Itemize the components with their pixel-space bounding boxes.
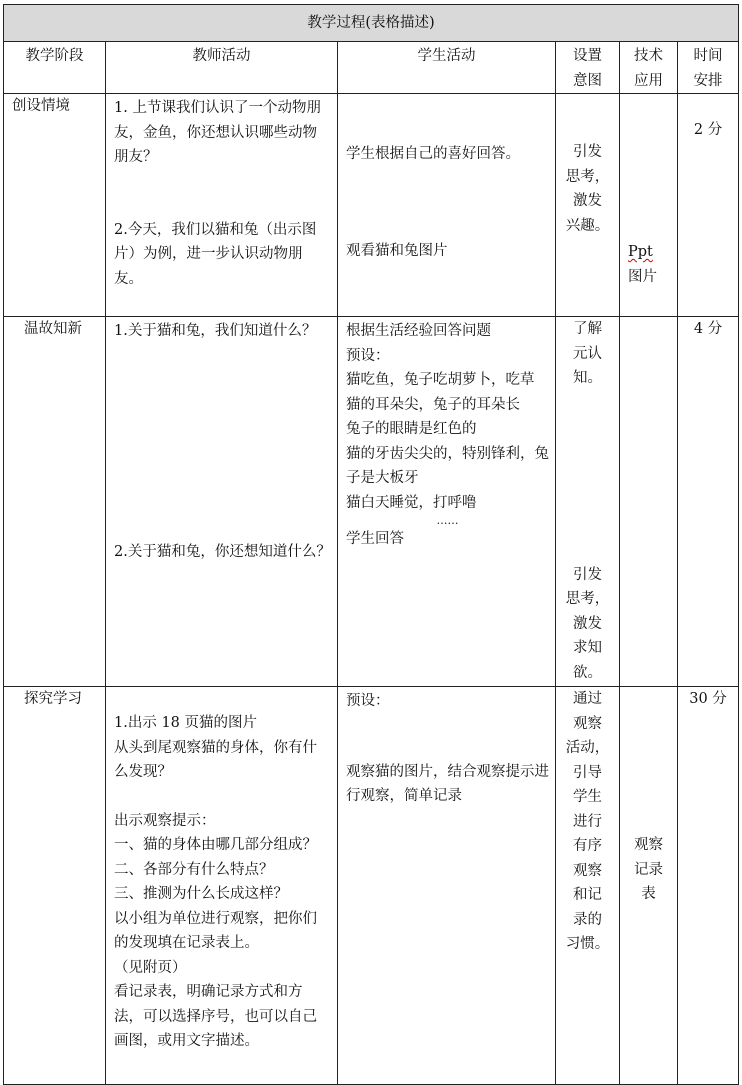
- student-text: 猫的耳朵尖，兔子的耳朵长: [346, 396, 520, 413]
- header-row: [4, 42, 739, 94]
- student-text: 猫的牙齿尖尖的，特别锋利，兔子是大板牙: [346, 445, 549, 486]
- teacher-text: 从头到尾观察猫的身体，你有什么发现？: [114, 739, 317, 780]
- student-text: 观察猫的图片，结合观察提示进行观察，简单记录: [346, 763, 549, 804]
- student-text: 猫吃鱼，兔子吃胡萝卜，吃草: [346, 372, 535, 388]
- teacher-text: 看记录表，明确记录方式和方法，可以选择序号，也可以自己画图，或用文字描述。: [114, 984, 317, 1049]
- teacher-cell: [106, 317, 338, 687]
- teacher-text: 三、推测为什么长成这样？: [114, 886, 288, 902]
- table-row: [4, 317, 739, 687]
- intent-text: 引发 思考， 激发 兴趣。: [565, 144, 610, 234]
- table-row: [4, 687, 739, 1085]
- stage-cell: 探究学习: [4, 687, 106, 1085]
- header-intent: 设置 意图: [556, 42, 620, 94]
- teacher-cell: [106, 94, 338, 317]
- intent-cell: [556, 317, 620, 687]
- table-row: [4, 94, 739, 317]
- header-student: 学生活动: [338, 42, 556, 94]
- stage-cell: 温故知新: [4, 317, 106, 687]
- student-text: 观看猫和兔图片: [346, 242, 448, 259]
- header-teacher: 教师活动: [106, 42, 338, 94]
- intent-cell: [556, 94, 620, 317]
- tech-text: 图片: [628, 268, 657, 285]
- intent-text: 通过 观察 活动， 引导 学生 进行 有序 观察 和记 录的 习惯。: [565, 691, 610, 952]
- header-tech: 技术 应用: [620, 42, 678, 94]
- teacher-text: 1.出示 18 页猫的图片: [114, 715, 258, 731]
- intent-text: 了解 元认 知。: [573, 321, 602, 386]
- time-cell: [678, 317, 739, 687]
- teacher-text: 以小组为单位进行观察，把你们的发现填在记录表上。: [114, 910, 317, 951]
- student-text: 学生根据自己的喜好回答。: [346, 146, 520, 162]
- ellipsis-text: ……: [436, 514, 459, 527]
- teacher-text: 2.今天，我们以猫和兔（出示图片）为例，进一步认识动物朋友。: [114, 221, 317, 287]
- tech-cell: [620, 687, 678, 1085]
- time-text: 4 分: [693, 321, 723, 337]
- student-text: 预设：: [346, 693, 390, 709]
- lesson-table: [3, 4, 739, 1085]
- teacher-text: 1.关于猫和兔，我们知道什么？: [114, 323, 317, 339]
- teacher-text: 2.关于猫和兔，你还想知道什么？: [114, 543, 331, 560]
- student-text: 兔子的眼睛是红色的: [346, 421, 477, 437]
- time-text: 30 分: [689, 691, 727, 707]
- student-cell: [338, 317, 556, 687]
- teacher-text: （见附页）: [114, 959, 187, 976]
- student-cell: [338, 687, 556, 1085]
- teacher-text: 出示观察提示：: [114, 812, 216, 829]
- stage-cell: 创设情境: [4, 94, 106, 317]
- header-stage: 教学阶段: [4, 42, 106, 94]
- time-cell: [678, 94, 739, 317]
- intent-cell: [556, 687, 620, 1085]
- intent-text: 引发 思考， 激发 求知 欲。: [565, 566, 610, 681]
- tech-text: 观察 记录 表: [634, 837, 663, 902]
- teacher-text: 一、猫的身体由哪几部分组成？: [114, 837, 317, 853]
- student-text: 预设：: [346, 347, 390, 364]
- table-title: 教学过程(表格描述): [4, 5, 739, 42]
- tech-text: Ppt: [628, 244, 653, 260]
- header-time: 时间 安排: [678, 42, 739, 94]
- student-text: 学生回答: [346, 531, 404, 547]
- student-cell: [338, 94, 556, 317]
- teacher-text: 1. 上节课我们认识了一个动物朋友，金鱼，你还想认识哪些动物朋友？: [114, 100, 321, 165]
- time-cell: [678, 687, 739, 1085]
- tech-cell: [620, 94, 678, 317]
- teacher-cell: [106, 687, 338, 1085]
- tech-cell: [620, 317, 678, 687]
- student-text: 根据生活经验回答问题: [346, 323, 491, 339]
- student-text: 猫白天睡觉，打呼噜: [346, 494, 477, 511]
- teacher-text: 二、各部分有什么特点？: [114, 861, 274, 878]
- time-text: 2 分: [693, 122, 723, 138]
